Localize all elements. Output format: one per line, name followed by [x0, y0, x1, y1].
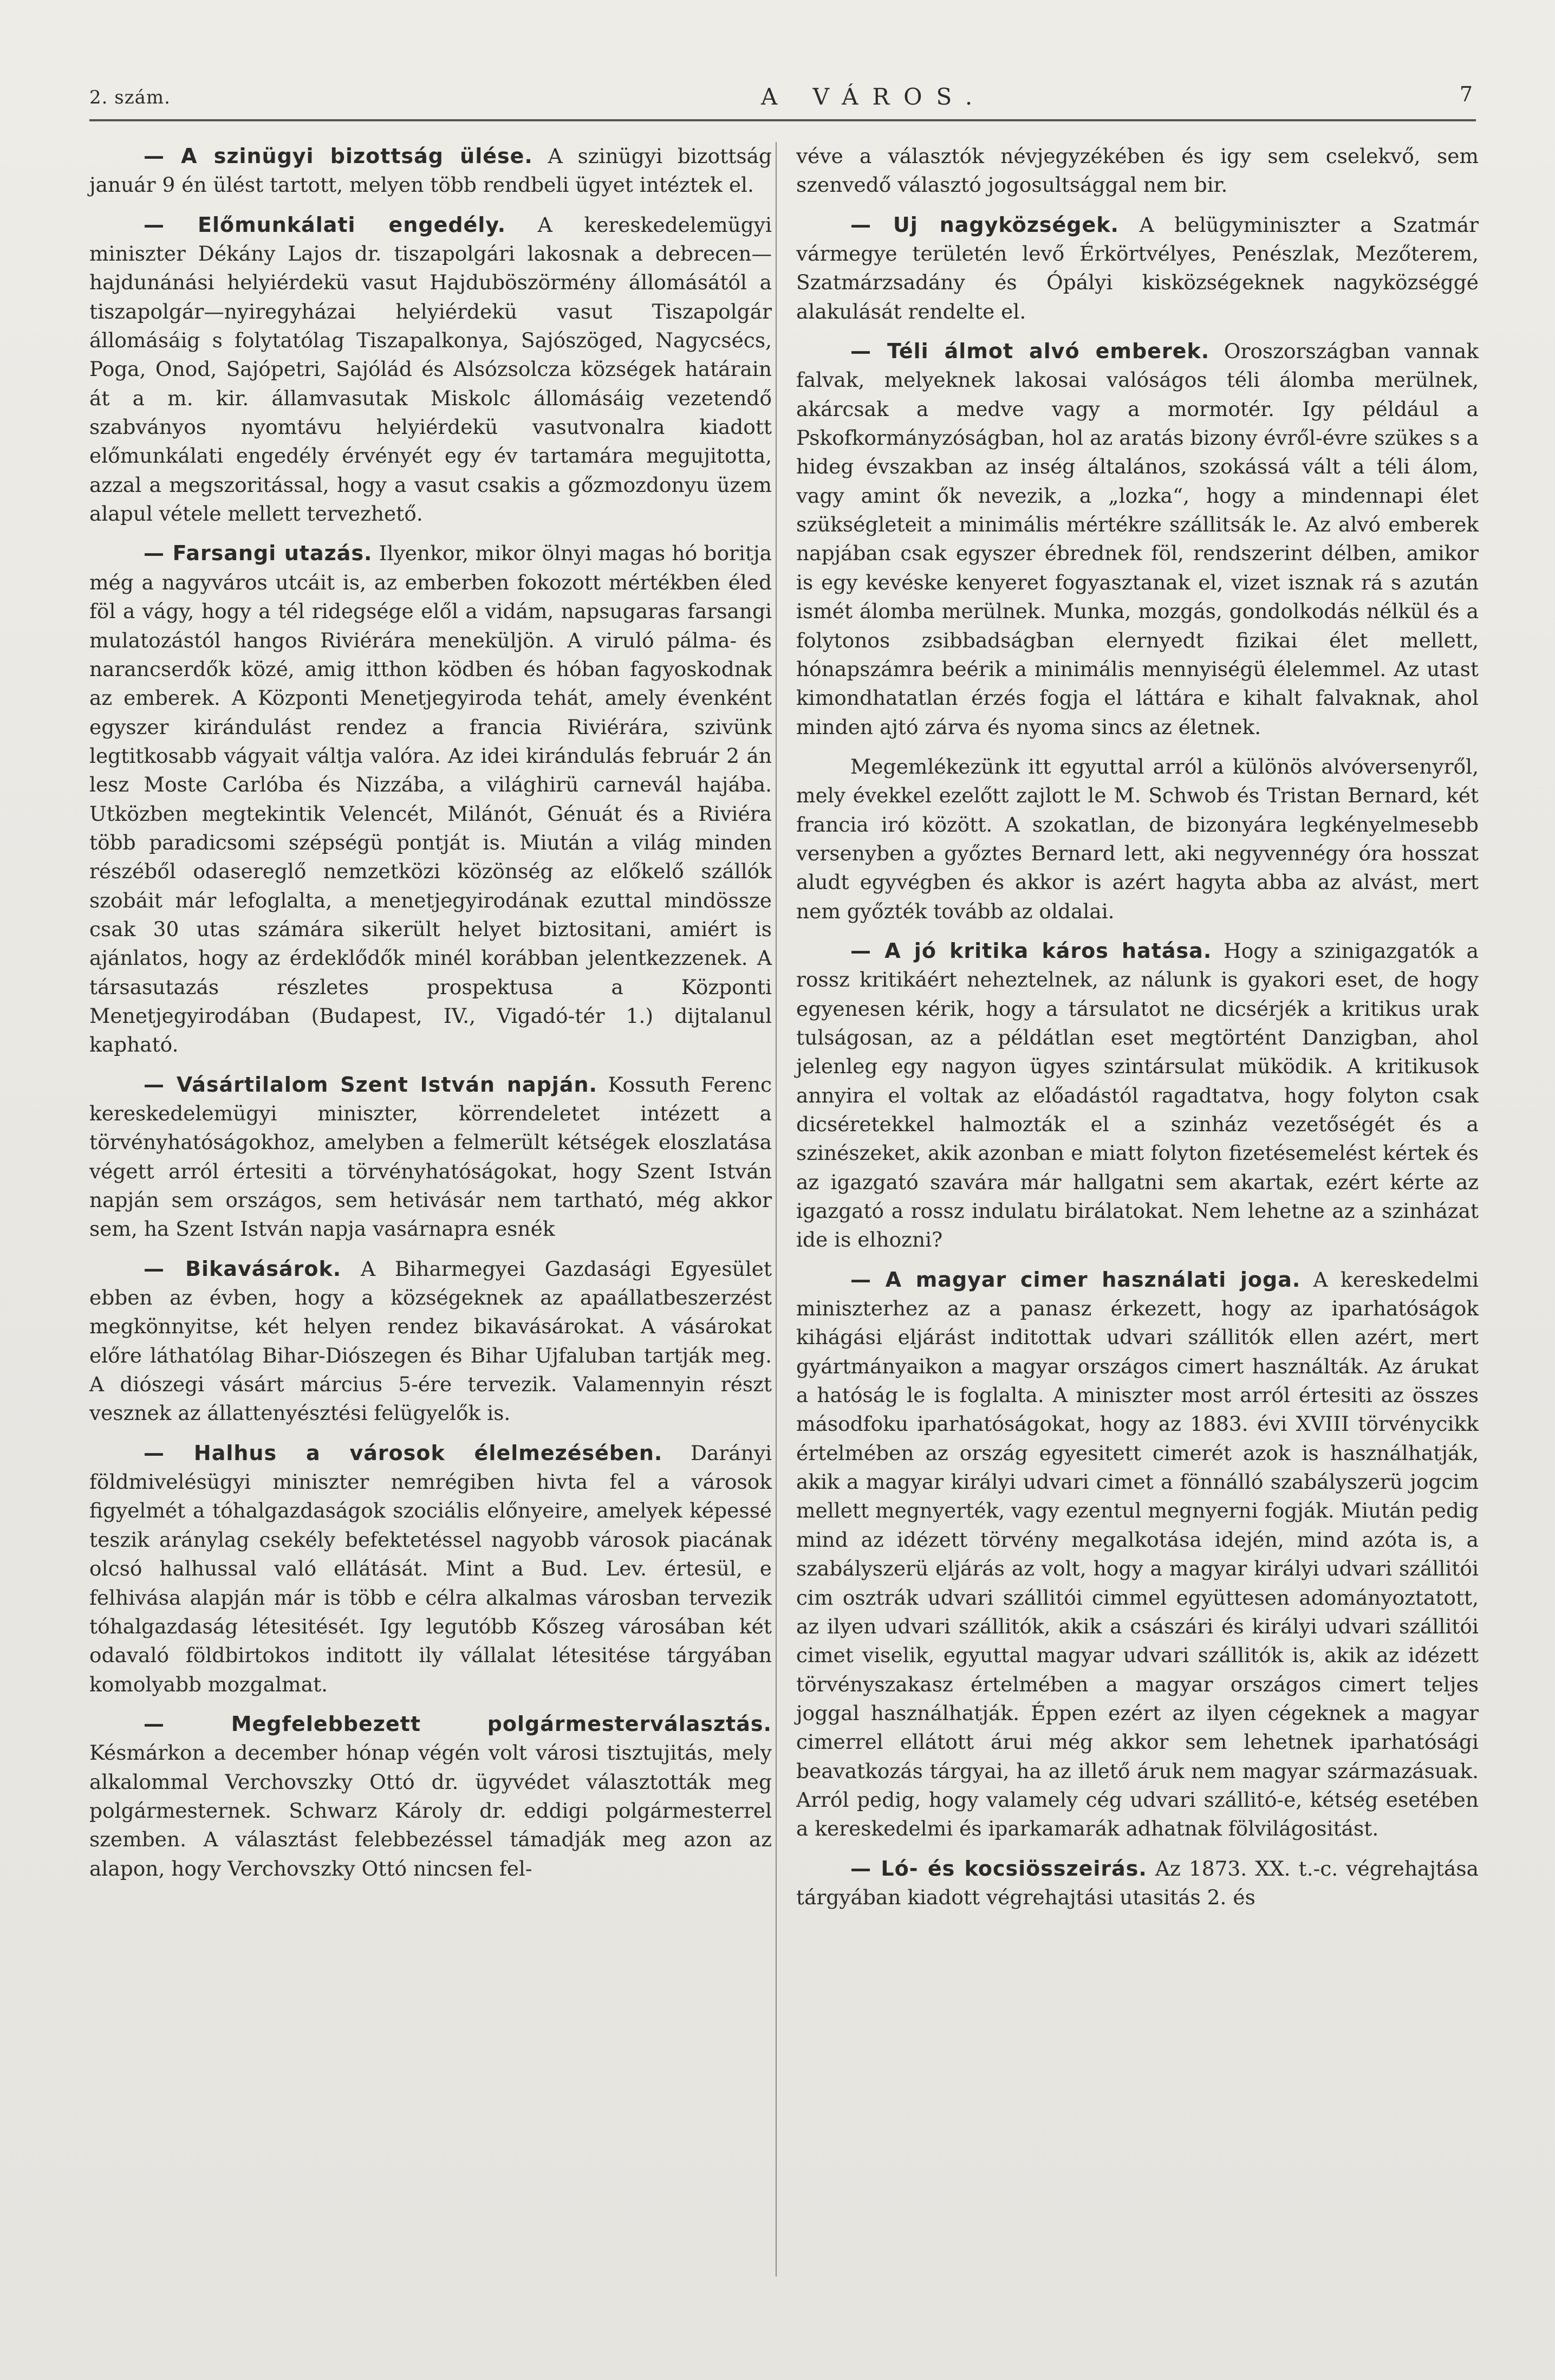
article-headline: — Vásártilalom Szent István napján.	[144, 1072, 597, 1097]
article	[796, 337, 1479, 742]
article-body: Darányi földmivelésügyi miniszter nemrégiben hivta fel a városok figyelmét a tóhalgazdaságok szociális előnyeire, amelyek képessé teszik aránylag csekély befektetéssel nagyobb városok piacának olcsó halhussal való ellátását. Mint a Bud. Lev. értesül, e felhivása alapján már is több e célra alkalmas városban tervezik tóhalgazdaság létesitését. Igy legutóbb Kőszeg városában két odavaló földbirtokos inditott ily vállalat létesitése tárgyában komolyabb mozgalmat.	[89, 1441, 772, 1696]
article-headline: — Uj nagyközségek.	[850, 212, 1119, 237]
article-headline: — Megfelebbezett polgármesterválasztás.	[144, 1711, 772, 1736]
article-body: Kossuth Ferenc kereskedelemügyi miniszter, körrendeletet intézett a törvényhatóságokhoz, amelyben a felmerült kétségek eloszlatása végett arról értesiti a törvényhatóságokat, hogy Szent István napján sem országos, sem hetivásár nem tartható, még akkor sem, ha Szent István napja vasárnapra esnék	[89, 1072, 772, 1241]
article-headline: — Téli álmot alvó emberek.	[850, 339, 1210, 364]
article-body: Késmárkon a december hónap végén volt városi tisztujitás, mely alkalommal Verchovszky Ottó dr. ügyvédet választották meg polgármesternek. Schwarz Károly dr. eddigi polgármesterrel szemben. A választást felebbezéssel támadják meg azon az alapon, hogy Verchovszky Ottó nincsen fel-	[89, 1741, 772, 1880]
page-header	[89, 81, 1476, 121]
article-body: véve a választók névjegyzékében és igy sem cselekvő, sem szenvedő választó jogosultsággal nem bir.	[796, 144, 1479, 197]
article	[89, 142, 772, 200]
article	[796, 937, 1479, 1255]
article-headline: — Bikavásárok.	[144, 1256, 342, 1281]
article-body: Az 1873. XX. t.-c. végrehajtása tárgyában kiadott végrehajtási utasitás 2. és	[796, 1856, 1479, 1909]
article-headline: — Farsangi utazás.	[144, 541, 373, 566]
article-body: Hogy a szinigazgatók a rossz kritikáért neheztelnek, az nálunk is gyakori eset, de hogy egyenesen kérik, hogy a társulatot ne dicsérjék a kritikus urak tulságosan, az a példátlan eset megtörtént Danzigban, ahol jelenleg egy nagyon ügyes szintársulat müködik. A kritikusok annyira el voltak az előadástól ragadtatva, hogy folyton csak dicséretekkel halmozták el a szinház vezetőségét és a szinészeket, akik azonban e miatt folyton fizetésemelést kértek és az igazgató szavára már hallgatni sem akartak, ezért kérte az igazgató a rossz indulatu birálatokat. Nem lehetne az a szinházat ide is elhozni?	[796, 938, 1479, 1252]
article-headline: — Előmunkálati engedély.	[144, 212, 506, 237]
article	[89, 1071, 772, 1244]
article-body: A kereskedelmi miniszterhez az a panasz érkezett, hogy az iparhatóságok kihágási eljárást inditottak udvari szállitók ellen azért, mert gyártmányaikon a magyar országos cimert használták. Az árukat a hatóság le is foglalta. A miniszter most arról értesiti az összes másodfoku iparhatóságokat, hogy az 1883. évi XVIII törvénycikk értelmében az ország egyesitett cimerét azok is használhatják, akik a magyar királyi udvari cimet a fönnálló szabályszerü jogcim mellett megnyerték, vagy ezentul megnyerni fogják. Miután pedig mind az idézett törvény megalkotása idején, mind azóta is, a szabályszerü eljárás az volt, hogy a magyar királyi udvari szállitói cim osztrák udvari szállitói cimmel együttesen adományoztatott, az ilyen udvari szállitók, akik a császári és királyi udvari szállitói cimet viselik, egyuttal magyar udvari szállitók is, akik az idézett törvényszakasz értelmében a magyar országos cimert teljes joggal használhatják. Éppen ezért az ilyen cégeknek a magyar cimerrel ellátott árui még akkor sem lehetnek iparhatósági beavatkozás tárgyai, ha az illető áruk nem magyar származásuak. Arról pedig, hogy valamely cég udvari szállitó-e, kétség esetében a kereskedelmi és iparkamarák adhatnak fölvilágositást.	[796, 1267, 1479, 1841]
article	[89, 1439, 772, 1699]
article-headline: — A szinügyi bizottság ülése.	[144, 144, 533, 168]
article-headline: — A magyar cimer használati joga.	[850, 1267, 1301, 1292]
issue-number: 2. szám.	[89, 87, 171, 108]
article-body: A kereskedelemügyi miniszter Dékány Lajos dr. tiszapolgári lakosnak a debrecen—hajdunánási helyiérdekü vasut Hajduböszörmény állomásától a tiszapolgár—nyiregyházai helyiérdekü vasut Tiszapolgár állomásáig s folytatólag Tiszapalkonya, Sajószöged, Nagycsécs, Poga, Onod, Sajópetri, Sajólád és Alsózsolcza községek határain át a m. kir. államvasutak Miskolc állomásáig vezetendő szabványos nyomtávu helyiérdekü vasutvonalra kiadott előmunkálati engedély érvényét egy év tartamára megujitotta, azzal a megszoritással, hogy a vasut csakis a gőzmozdonyu üzem alapul vétele mellett tervezhető.	[89, 212, 772, 526]
left-column	[89, 142, 772, 1883]
newspaper-title: A VÁROS.	[761, 83, 987, 110]
article-paragraph	[796, 753, 1479, 926]
article	[89, 539, 772, 1059]
article-body: A Biharmegyei Gazdasági Egyesület ebben az évben, hogy a községeknek az apaállatbeszerzést megkönnyitse, két helyen rendez bikavásárokat. A vásárokat előre láthatólag Bihar-Diószegen és Bihar Ujfaluban tartják meg. A diószegi vásárt március 5-ére tervezik. Valamennyin részt vesznek az állattenyésztési felügyelők is.	[89, 1256, 772, 1425]
article-body: Megemlékezünk itt egyuttal arról a különös alvóversenyről, mely évekkel ezelőtt zajlott le M. Schwob és Tristan Bernard, két francia iró között. A szokatlan, de bizonyára legkényelmesebb versenyben a győztes Bernard lett, aki negyvennégy óra hosszat aludt egyvégben és akkor is azért hagyta abba az alvást, mert nem győzték tovább az oldalai.	[796, 754, 1479, 923]
article-headline: — Halhus a városok élelmezésében.	[144, 1441, 663, 1465]
article-body: Oroszországban vannak falvak, melyeknek lakosai valóságos téli álomba merülnek, akárcsak a medve vagy a mormotér. Igy például a Pskofkormányzóságban, hol az aratás bizony évről-évre szükes s a hideg évszakban az inség általános, szokássá vált a téli álom, vagy amint ők nevezik, a „lozka“, hogy a mindennapi élet szükségleteit a minimális mértékre szállitsák le. Az alvó emberek napjában csak egyszer ébrednek föl, rendszerint délben, amikor is egy kevéske kenyeret fogyasztanak el, vizet isznak rá s azután ismét álomba merülnek. Munka, mozgás, gondolkodás nélkül és a folytonos zsibbadságban elernyedt fizikai élet mellett, hónapszámra beérik a minimális mennyiségü élelemmel. Az utast kimondhatatlan érzés fogja el láttára e kihalt falvaknak, ahol minden ajtó zárva és nyoma sincs az életnek.	[796, 339, 1479, 739]
article	[89, 211, 772, 529]
page-number: 7	[1459, 82, 1473, 106]
article-body: A szinügyi bizottság január 9 én ülést tartott, melyen több rendbeli ügyet intéztek el.	[89, 144, 772, 197]
article-headline: — A jó kritika káros hatása.	[850, 938, 1212, 963]
article	[796, 211, 1479, 326]
article	[796, 1266, 1479, 1844]
article-headline: — Ló- és kocsiösszeirás.	[850, 1856, 1147, 1880]
article-body: A belügyminiszter a Szatmár vármegye területén levő Érkörtvélyes, Penészlak, Mezőterem, Szatmárzsadány és Ópályi kisközségeknek nagyközséggé alakulását rendelte el.	[796, 212, 1479, 323]
article-continuation	[796, 142, 1479, 200]
article-body: Ilyenkor, mikor ölnyi magas hó boritja még a nagyváros utcáit is, az emberben fokozott mértékben éled föl a vágy, hogy a tél ridegsége elől a vidám, napsugaras farsangi mulatozástól hangos Riviérára meneküljön. A viruló pálma- és narancserdők közé, amig itthon ködben és hóban fagyoskodnak az emberek. A Központi Menetjegyiroda tehát, amely évenként egyszer kirándulást rendez a francia Riviérára, szivünk legtitkosabb vágyait váltja valóra. Az idei kirándulás február 2 án lesz Moste Carlóba és Nizzába, a világhirü carnevál hajába. Utközben megtekintik Velencét, Milánót, Génuát és a Riviéra több paradicsomi szépségü pontját is. Miután a világ minden részéből odasereglő nemzetközi közönség az előkelő szállók szobáit már lefoglalta, a menetjegyirodának ezuttal mindössze csak 30 utas számára sikerült helyet biztositani, amiért is ajánlatos, hogy az érdeklődők minél korábban jelentkezzenek. A társasutazás részletes prospektusa a Központi Menetjegyirodában (Budapest, IV., Vigadó-tér 1.) dijtalanul kapható.	[89, 541, 772, 1057]
article	[89, 1255, 772, 1428]
right-column	[796, 142, 1479, 1912]
column-divider	[776, 142, 777, 2277]
article	[796, 1854, 1479, 1912]
article	[89, 1710, 772, 1883]
